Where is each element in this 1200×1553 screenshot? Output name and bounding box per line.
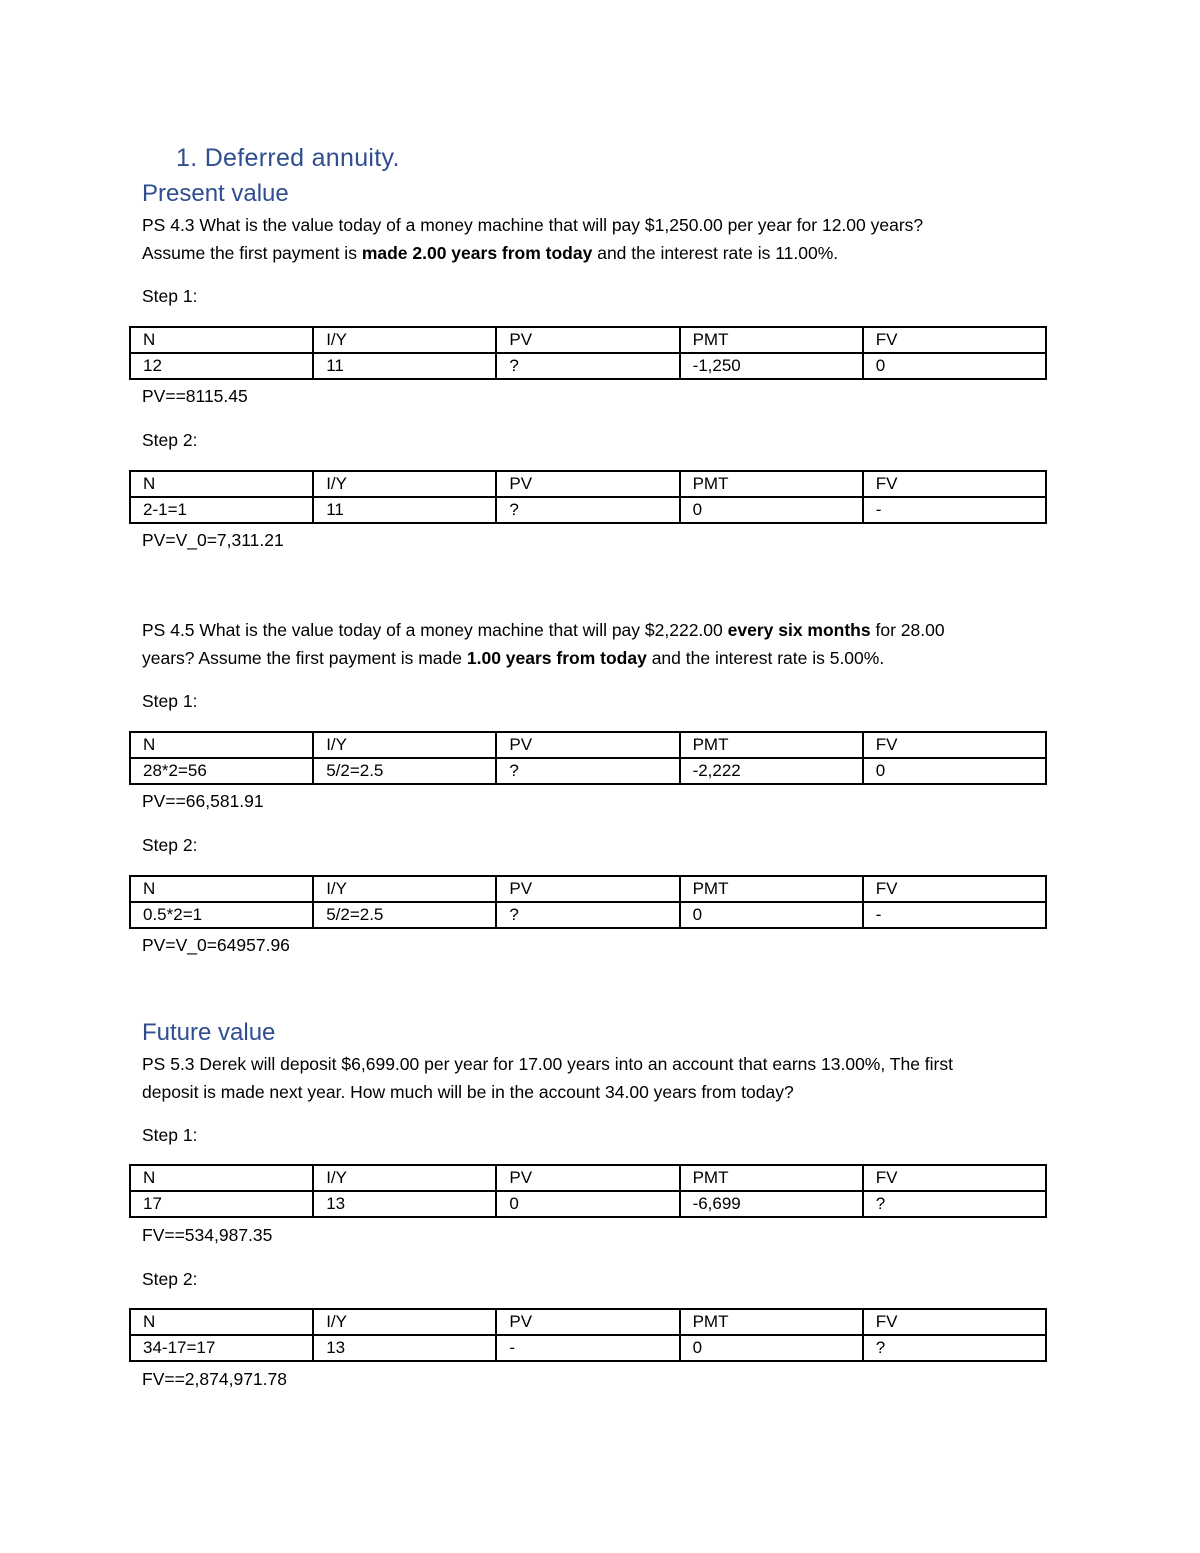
table-cell: 12 [130,353,313,379]
table-header-cell: PV [496,876,679,902]
table-header-cell: N [130,1309,313,1335]
table-header-row [130,732,1046,758]
table-header-cell: I/Y [313,876,496,902]
question-ps-4-5 [142,616,1062,672]
table-header-cell: N [130,471,313,497]
table-header-cell: I/Y [313,1165,496,1191]
table-header-cell: PMT [680,471,863,497]
table-header-cell: PMT [680,876,863,902]
step-label: Step 2: [142,430,198,450]
table-row [130,353,1046,379]
table-cell: - [863,902,1046,928]
table-cell: 13 [313,1335,496,1361]
table-header-cell: FV [863,876,1046,902]
table-header-cell: N [130,876,313,902]
question-line: years? Assume the first payment is made 1.00 years from today and the interest rate is 5.00%. [142,648,885,668]
question-ps-4-3 [142,211,1062,267]
section-heading-future-value: Future value [142,1019,276,1046]
table-header-cell: FV [863,471,1046,497]
table-header-cell: N [130,732,313,758]
section-heading-present-value: Present value [142,180,289,207]
result-text: FV==534,987.35 [142,1225,273,1245]
table-header-row [130,327,1046,353]
table-row [130,758,1046,784]
table-cell: ? [863,1191,1046,1217]
table-header-cell: PMT [680,1165,863,1191]
table-cell: 11 [313,497,496,523]
question-line: Assume the first payment is made 2.00 years from today and the interest rate is 11.00%. [142,243,839,263]
table-header-cell: PMT [680,732,863,758]
table-cell: 11 [313,353,496,379]
table-cell: 2-1=1 [130,497,313,523]
table-header-cell: PV [496,1165,679,1191]
table-header-cell: N [130,1165,313,1191]
table-header-cell: FV [863,1165,1046,1191]
table-cell: 0 [496,1191,679,1217]
table-cell: -1,250 [680,353,863,379]
table-cell: - [863,497,1046,523]
table-header-cell: PV [496,1309,679,1335]
step-label: Step 1: [142,691,198,711]
calculator-table [129,875,1047,929]
table-cell: - [496,1335,679,1361]
calculator-table [129,326,1047,380]
question-line: PS 5.3 Derek will deposit $6,699.00 per year for 17.00 years into an account that earns 13.00%, The first [142,1054,953,1074]
table-header-cell: PMT [680,327,863,353]
step-label: Step 2: [142,1269,198,1289]
table-header-row [130,1165,1046,1191]
table-cell: ? [496,758,679,784]
table-cell: -2,222 [680,758,863,784]
step-label: Step 1: [142,286,198,306]
table-cell: ? [496,902,679,928]
question-line: PS 4.5 What is the value today of a money machine that will pay $2,222.00 every six months for 28.00 [142,620,945,640]
table-cell: ? [496,353,679,379]
calculator-table [129,731,1047,785]
table-cell: 0 [680,1335,863,1361]
table-row [130,1335,1046,1361]
table-header-cell: PV [496,471,679,497]
calculator-table [129,1308,1047,1362]
table-header-cell: I/Y [313,471,496,497]
table-header-cell: FV [863,327,1046,353]
table-header-row [130,1309,1046,1335]
table-header-row [130,471,1046,497]
document-title: 1. Deferred annuity. [176,144,400,172]
result-text: FV==2,874,971.78 [142,1369,287,1389]
table-header-cell: FV [863,1309,1046,1335]
table-cell: 34-17=17 [130,1335,313,1361]
step-label: Step 1: [142,1125,198,1145]
question-line: deposit is made next year. How much will be in the account 34.00 years from today? [142,1082,794,1102]
table-cell: 0 [863,758,1046,784]
table-row [130,902,1046,928]
table-cell: 13 [313,1191,496,1217]
table-header-cell: FV [863,732,1046,758]
table-header-cell: PMT [680,1309,863,1335]
table-header-cell: I/Y [313,1309,496,1335]
calculator-table [129,1164,1047,1218]
table-cell: 0.5*2=1 [130,902,313,928]
question-ps-5-3 [142,1050,1062,1106]
step-label: Step 2: [142,835,198,855]
calculator-table [129,470,1047,524]
table-cell: 28*2=56 [130,758,313,784]
result-text: PV=V_0=64957.96 [142,935,290,955]
table-row [130,497,1046,523]
table-cell: 0 [863,353,1046,379]
table-header-cell: I/Y [313,327,496,353]
question-line: PS 4.3 What is the value today of a money machine that will pay $1,250.00 per year for 12.00 years? [142,215,924,235]
table-cell: 0 [680,497,863,523]
table-cell: ? [496,497,679,523]
table-header-row [130,876,1046,902]
table-header-cell: PV [496,327,679,353]
table-cell: 5/2=2.5 [313,758,496,784]
result-text: PV==8115.45 [142,386,248,406]
table-cell: 17 [130,1191,313,1217]
table-row [130,1191,1046,1217]
table-cell: -6,699 [680,1191,863,1217]
table-cell: 5/2=2.5 [313,902,496,928]
table-header-cell: PV [496,732,679,758]
result-text: PV=V_0=7,311.21 [142,530,284,550]
table-cell: 0 [680,902,863,928]
table-header-cell: I/Y [313,732,496,758]
table-cell: ? [863,1335,1046,1361]
table-header-cell: N [130,327,313,353]
result-text: PV==66,581.91 [142,791,264,811]
